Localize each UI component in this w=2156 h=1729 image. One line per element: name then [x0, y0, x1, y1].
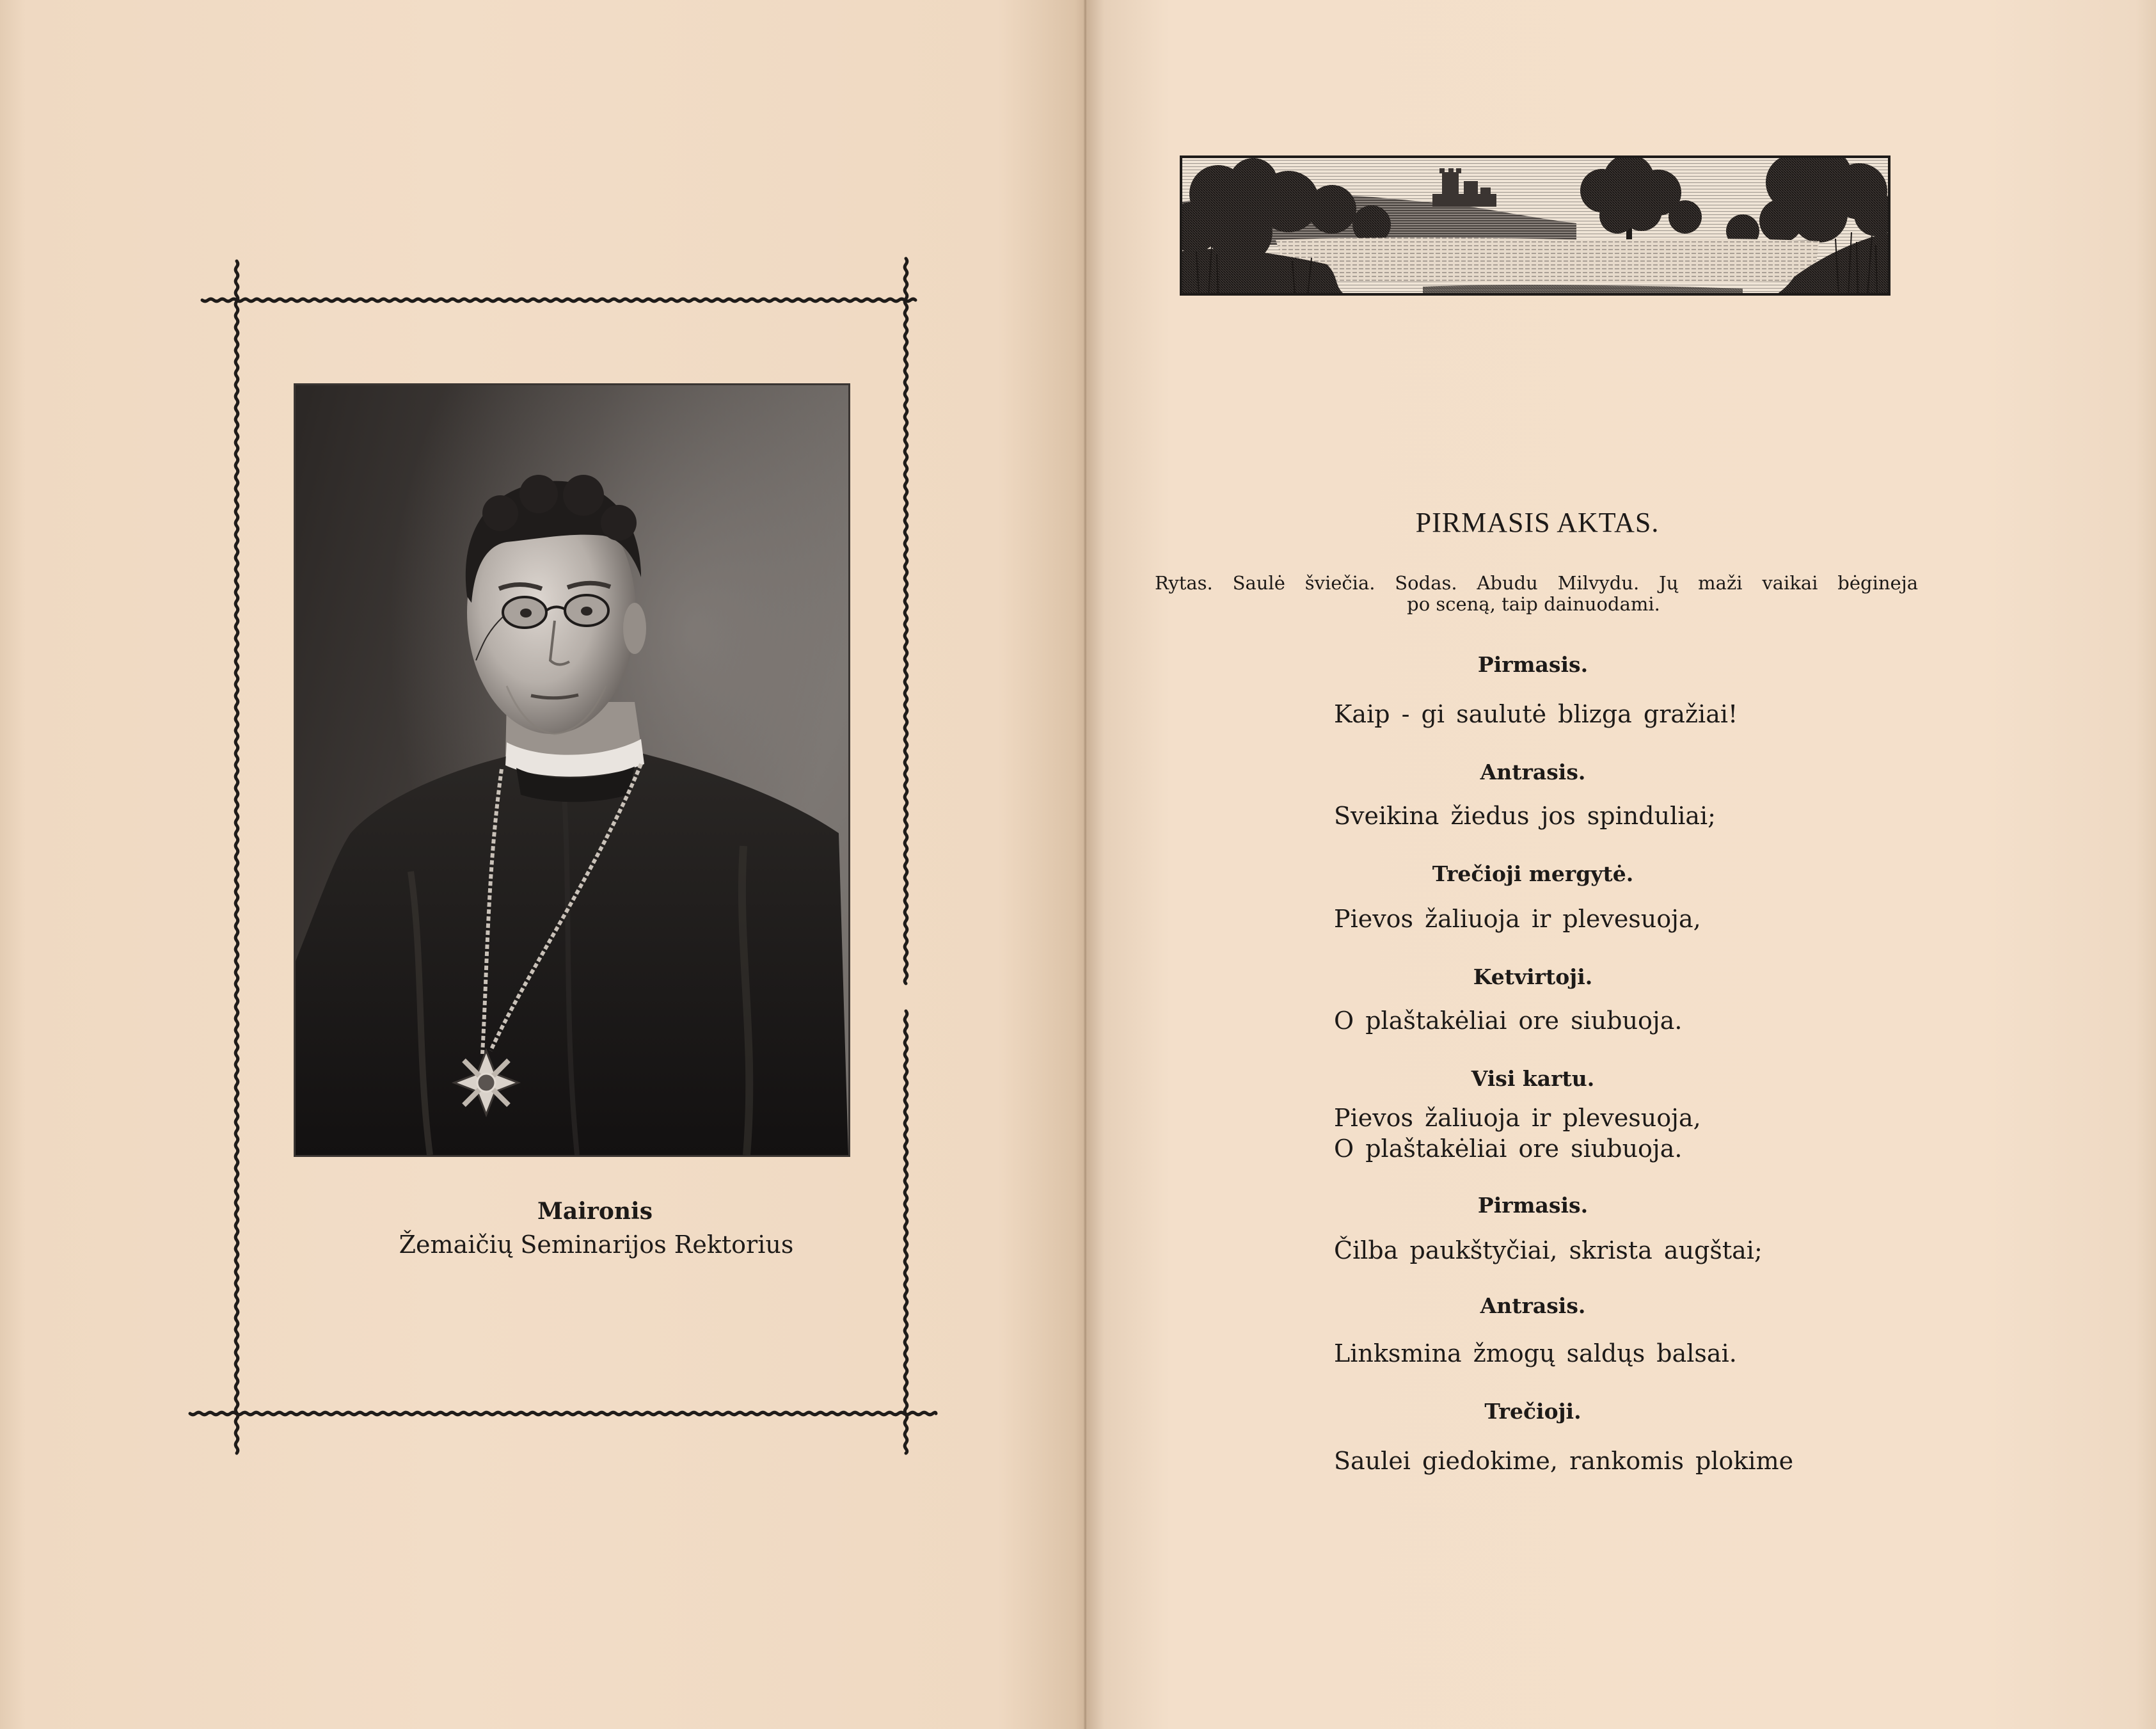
verse-line: Sveikina žiedus jos spinduliai; — [1334, 802, 1716, 830]
verse-line: Saulei giedokime, rankomis plokime — [1334, 1447, 1794, 1475]
speaker-name: Pirmasis. — [1477, 1193, 1589, 1218]
verse-line: Kaip - gi saulutė blizga gražiai! — [1334, 700, 1738, 728]
right-page — [1086, 0, 2156, 1729]
portrait-caption-name: Maironis — [537, 1198, 653, 1225]
speaker-name: Pirmasis. — [1477, 652, 1589, 677]
engraving-water — [1276, 237, 1819, 283]
speaker-name: Antrasis. — [1480, 760, 1586, 785]
verse-line: Pievos žaliuoja ir plevesuoja, — [1334, 1104, 1701, 1132]
frame-right-line-upper — [905, 259, 907, 984]
landscape-engraving — [1180, 155, 1890, 296]
frame-left-line — [235, 261, 238, 1453]
speaker-name: Antrasis. — [1480, 1293, 1586, 1318]
frame-top-line — [202, 299, 916, 301]
portrait-photograph — [296, 385, 848, 1155]
verse-line: Pievos žaliuoja ir plevesuoja, — [1334, 905, 1701, 933]
frame-right-line-lower — [905, 1011, 907, 1453]
verse-line: O plaštakėliai ore siubuoja. — [1334, 1007, 1683, 1035]
stage-direction-line-2: po sceną, taip dainuodami. — [1407, 593, 1660, 615]
pectoral-cross-icon — [454, 1051, 518, 1115]
portrait-caption-title: Žemaičių Seminarijos Rektorius — [399, 1231, 794, 1259]
verse-line: O plaštakėliai ore siubuoja. — [1334, 1135, 1683, 1163]
speaker-name: Ketvirtoji. — [1473, 964, 1593, 989]
frame-bottom-line — [190, 1412, 936, 1415]
verse-line: Čilba paukštyčiai, skrista augštai; — [1334, 1236, 1763, 1264]
speaker-name: Trečioji. — [1484, 1399, 1581, 1424]
stage-direction-line-1: Rytas. Saulė šviečia. Sodas. Abudu Milvydu. Jų maži vaikai bėgineja — [1155, 572, 1918, 594]
speaker-name: Trečioji mergytė. — [1432, 861, 1634, 886]
speaker-name: Visi kartu. — [1471, 1066, 1595, 1091]
robe — [296, 753, 848, 1155]
verse-line: Linksmina žmogų saldųs balsai. — [1334, 1339, 1737, 1367]
act-title: PIRMASIS AKTAS. — [1415, 507, 1660, 538]
